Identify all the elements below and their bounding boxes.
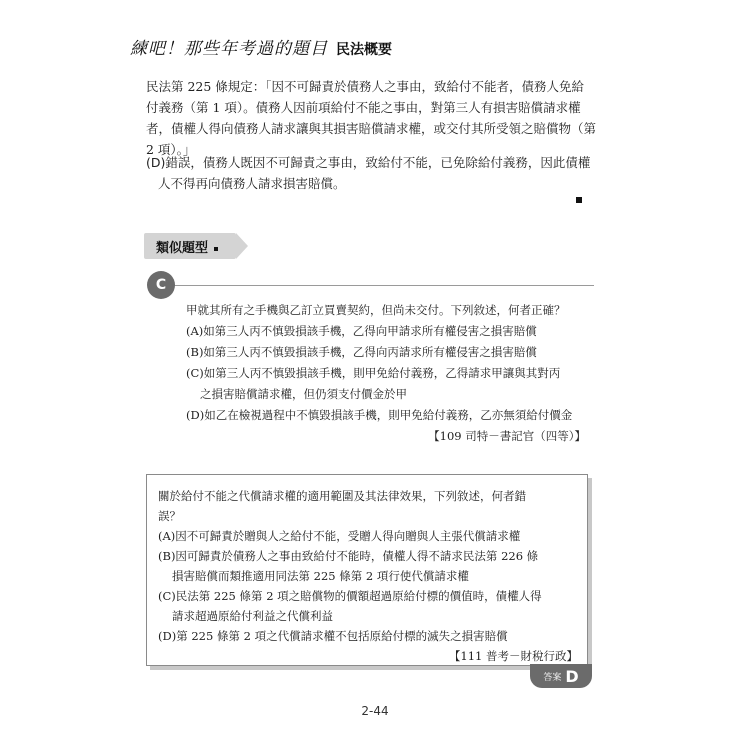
exam-source: 【109 司特－書記官（四等）】 [428, 429, 586, 443]
page-number: 2-44 [361, 704, 389, 718]
answer-key-tab [530, 664, 592, 688]
exam-source: 【111 普考－財稅行政】 [448, 649, 578, 663]
question-stem: 誤？ [158, 509, 181, 523]
question-option: 之損害賠償請求權，但仍須支付價金於甲 [200, 387, 407, 401]
question-option: (D)第 225 條第 2 項之代償請求權不包括原給付標的滅失之損害賠償 [158, 629, 508, 643]
section-divider [174, 285, 594, 286]
quote-line: 2 項）。」 [146, 142, 196, 157]
book-title: 民法概要 [336, 42, 392, 58]
series-title: 練吧！那些年考過的題目 [130, 39, 328, 59]
question-1 [186, 300, 586, 447]
question-option: (C)如第三人丙不慎毀損該手機，則甲免給付義務，乙得請求甲讓與其對丙 [186, 366, 561, 380]
explanation-line: 人不得再向債務人請求損害賠償。 [158, 176, 346, 191]
question-option: (A)因不可歸責於贈與人之給付不能，受贈人得向贈與人主張代償請求權 [158, 529, 521, 543]
similar-questions-tab [144, 233, 236, 259]
quote-line: 民法第 225 條規定：「因不可歸責於債務人之事由，致給付不能者，債務人免給 [146, 79, 585, 94]
page-header [130, 34, 392, 59]
answer-badge: C [147, 271, 175, 299]
end-mark-icon [576, 197, 582, 203]
statute-quote [146, 76, 597, 160]
question-option: (C)民法第 225 條第 2 項之賠償物的價額超過原給付標的價值時，債權人得 [158, 589, 542, 603]
answer-key-letter: D [565, 666, 579, 686]
square-bullet-icon [214, 247, 218, 251]
explanation-line: (D)錯誤，債務人既因不可歸責之事由，致給付不能，已免除給付義務，因此債權 [146, 155, 591, 170]
answer-key-label: 答案 [543, 672, 562, 683]
question-option: 請求超過原給付利益之代償利益 [172, 609, 333, 623]
question-option: (B)如第三人丙不慎毀損該手機，乙得向丙請求所有權侵害之損害賠償 [186, 345, 537, 359]
question-option: (B)因可歸責於債務人之事由致給付不能時，債權人得不請求民法第 226 條 [158, 549, 539, 563]
answer-explanation [146, 152, 594, 194]
question-option: 損害賠償而類推適用同法第 225 條第 2 項行使代償請求權 [172, 569, 469, 583]
question-stem: 甲就其所有之手機與乙訂立買賣契約，但尚未交付。下列敘述，何者正確？ [186, 303, 566, 317]
quote-line: 者，債權人得向債務人請求讓與其損害賠償請求權，或交付其所受領之賠償物（第 [146, 121, 597, 136]
similar-questions-label: 類似題型 [156, 237, 218, 256]
question-2 [158, 486, 578, 666]
quote-line: 付義務（第 1 項）。債務人因前項給付不能之事由，對第三人有損害賠償請求權 [146, 100, 581, 115]
question-option: (D)如乙在檢視過程中不慎毀損該手機，則甲免給付義務，乙亦無須給付價金 [186, 408, 573, 422]
question-option: (A)如第三人丙不慎毀損該手機，乙得向甲請求所有權侵害之損害賠償 [186, 324, 537, 338]
question-stem: 關於給付不能之代償請求權的適用範圍及其法律效果，下列敘述，何者錯 [158, 489, 526, 503]
